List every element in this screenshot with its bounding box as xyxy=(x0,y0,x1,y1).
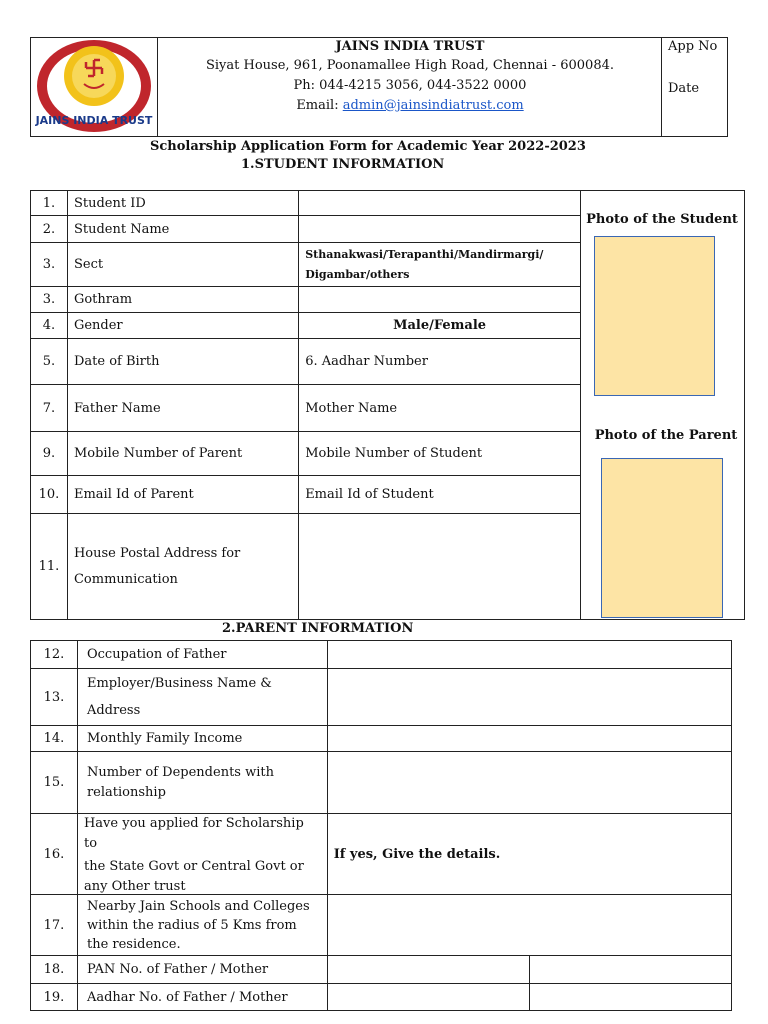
sect-field[interactable] xyxy=(299,243,581,287)
row-label: Gothram xyxy=(67,287,298,313)
occupation-field[interactable] xyxy=(327,641,731,669)
row-label xyxy=(77,752,327,814)
row-label-line2: relationship xyxy=(86,784,166,800)
row-label-line1: Have you applied for Scholarship to xyxy=(83,816,304,851)
parent-photo-box[interactable] xyxy=(601,458,723,618)
app-no-label: App No xyxy=(668,39,718,54)
gender-field[interactable]: Male/Female xyxy=(299,313,581,339)
sect-options-line2: Digambar/others xyxy=(305,267,410,281)
org-address: Siyat House, 961, Poonamallee High Road, Chennai - 600084. xyxy=(205,58,615,73)
table-row xyxy=(31,432,581,476)
form-title: Scholarship Application Form for Academic Year 2022-2023 xyxy=(150,139,586,154)
student-mobile-field[interactable]: Mobile Number of Student xyxy=(299,432,581,476)
table-row xyxy=(31,641,732,669)
table-row xyxy=(31,385,581,432)
row-label xyxy=(77,895,327,956)
table-row xyxy=(31,339,581,385)
org-email-line xyxy=(160,97,660,114)
table-row xyxy=(31,895,732,956)
pan-mother-field[interactable] xyxy=(530,956,732,984)
row-number: 4. xyxy=(31,313,68,339)
table-row xyxy=(31,476,581,514)
row-number: 18. xyxy=(31,956,78,984)
income-field[interactable] xyxy=(327,726,731,752)
row-number: 5. xyxy=(31,339,68,385)
section2-title: 2.PARENT INFORMATION xyxy=(222,621,414,636)
sect-options-line1: Sthanakwasi/Terapanthi/Mandirmargi/ xyxy=(305,247,544,261)
aadhar-father-field[interactable] xyxy=(327,984,530,1011)
table-row xyxy=(31,243,581,287)
row-label-line1: Nearby Jain Schools and Colleges xyxy=(86,898,310,914)
dob-field[interactable]: Date of Birth xyxy=(67,339,298,385)
table-row xyxy=(31,752,732,814)
parent-info-table xyxy=(30,640,732,1011)
row-label xyxy=(77,814,327,895)
address-label xyxy=(67,514,298,620)
row-label: Student Name xyxy=(67,216,298,243)
aadhar-field[interactable]: 6. Aadhar Number xyxy=(299,339,581,385)
row-label-line3: any Other trust xyxy=(83,879,186,894)
parent-mobile-field[interactable]: Mobile Number of Parent xyxy=(67,432,298,476)
parent-email-field[interactable]: Email Id of Parent xyxy=(67,476,298,514)
svg-text:JAINS INDIA TRUST: JAINS INDIA TRUST xyxy=(35,114,153,127)
table-row xyxy=(31,984,732,1011)
table-row xyxy=(31,287,581,313)
dependents-field[interactable] xyxy=(327,752,731,814)
row-label: Occupation of Father xyxy=(77,641,327,669)
pan-father-field[interactable] xyxy=(327,956,530,984)
row-number: 3. xyxy=(31,287,68,313)
row-number: 3. xyxy=(31,243,68,287)
section1-title: 1.STUDENT INFORMATION xyxy=(241,157,445,172)
postal-address-field[interactable] xyxy=(299,514,581,620)
row-label xyxy=(77,669,327,726)
row-label-line3: the residence. xyxy=(86,936,181,952)
student-info-table xyxy=(30,190,581,620)
scholarship-details-field[interactable]: If yes, Give the details. xyxy=(327,814,731,895)
org-name: JAINS INDIA TRUST xyxy=(335,39,485,54)
row-label: Monthly Family Income xyxy=(77,726,327,752)
address-label-line1: House Postal Address for xyxy=(73,545,241,561)
gothram-field[interactable] xyxy=(299,287,581,313)
parent-photo-label: Photo of the Parent xyxy=(594,428,738,443)
row-label: Gender xyxy=(67,313,298,339)
father-name-field[interactable]: Father Name xyxy=(67,385,298,432)
row-number: 11. xyxy=(31,514,68,620)
trust-logo xyxy=(34,38,154,135)
table-row xyxy=(31,956,732,984)
row-label-line2: Address xyxy=(86,703,141,718)
row-number: 13. xyxy=(31,669,78,726)
header-divider-left xyxy=(157,37,158,137)
email-link[interactable]: admin@jainsindiatrust.com xyxy=(342,98,524,113)
row-label-line2: within the radius of 5 Kms from xyxy=(86,917,297,933)
row-number: 1. xyxy=(31,191,68,216)
aadhar-mother-field[interactable] xyxy=(530,984,732,1011)
date-label: Date xyxy=(668,81,700,96)
nearby-schools-field[interactable] xyxy=(327,895,731,956)
row-number: 9. xyxy=(31,432,68,476)
row-label-line1: Employer/Business Name & xyxy=(86,676,272,691)
row-number: 17. xyxy=(31,895,78,956)
row-label: Sect xyxy=(67,243,298,287)
mother-name-field[interactable]: Mother Name xyxy=(299,385,581,432)
row-number: 12. xyxy=(31,641,78,669)
table-row xyxy=(31,814,732,895)
header-divider-right xyxy=(661,37,662,137)
row-label-line2: the State Govt or Central Govt or xyxy=(83,859,304,874)
row-label: PAN No. of Father / Mother xyxy=(77,956,327,984)
row-number: 15. xyxy=(31,752,78,814)
row-number: 2. xyxy=(31,216,68,243)
table-row xyxy=(31,216,581,243)
student-name-field[interactable] xyxy=(299,216,581,243)
student-id-field[interactable] xyxy=(299,191,581,216)
row-number: 16. xyxy=(31,814,78,895)
row-label-line1: Number of Dependents with xyxy=(86,764,274,780)
org-phone: Ph: 044-4215 3056, 044-3522 0000 xyxy=(293,78,527,93)
table-row xyxy=(31,313,581,339)
student-photo-box[interactable] xyxy=(594,236,715,396)
student-email-field[interactable]: Email Id of Student xyxy=(299,476,581,514)
employer-field[interactable] xyxy=(327,669,731,726)
row-label: Student ID xyxy=(67,191,298,216)
table-row xyxy=(31,514,581,620)
address-label-line2: Communication xyxy=(73,571,178,587)
row-number: 10. xyxy=(31,476,68,514)
row-number: 19. xyxy=(31,984,78,1011)
table-row xyxy=(31,669,732,726)
table-row xyxy=(31,726,732,752)
email-label: Email: xyxy=(296,98,343,113)
row-number: 14. xyxy=(31,726,78,752)
student-photo-label: Photo of the Student xyxy=(586,212,738,227)
table-row xyxy=(31,191,581,216)
row-label: Aadhar No. of Father / Mother xyxy=(77,984,327,1011)
row-number: 7. xyxy=(31,385,68,432)
